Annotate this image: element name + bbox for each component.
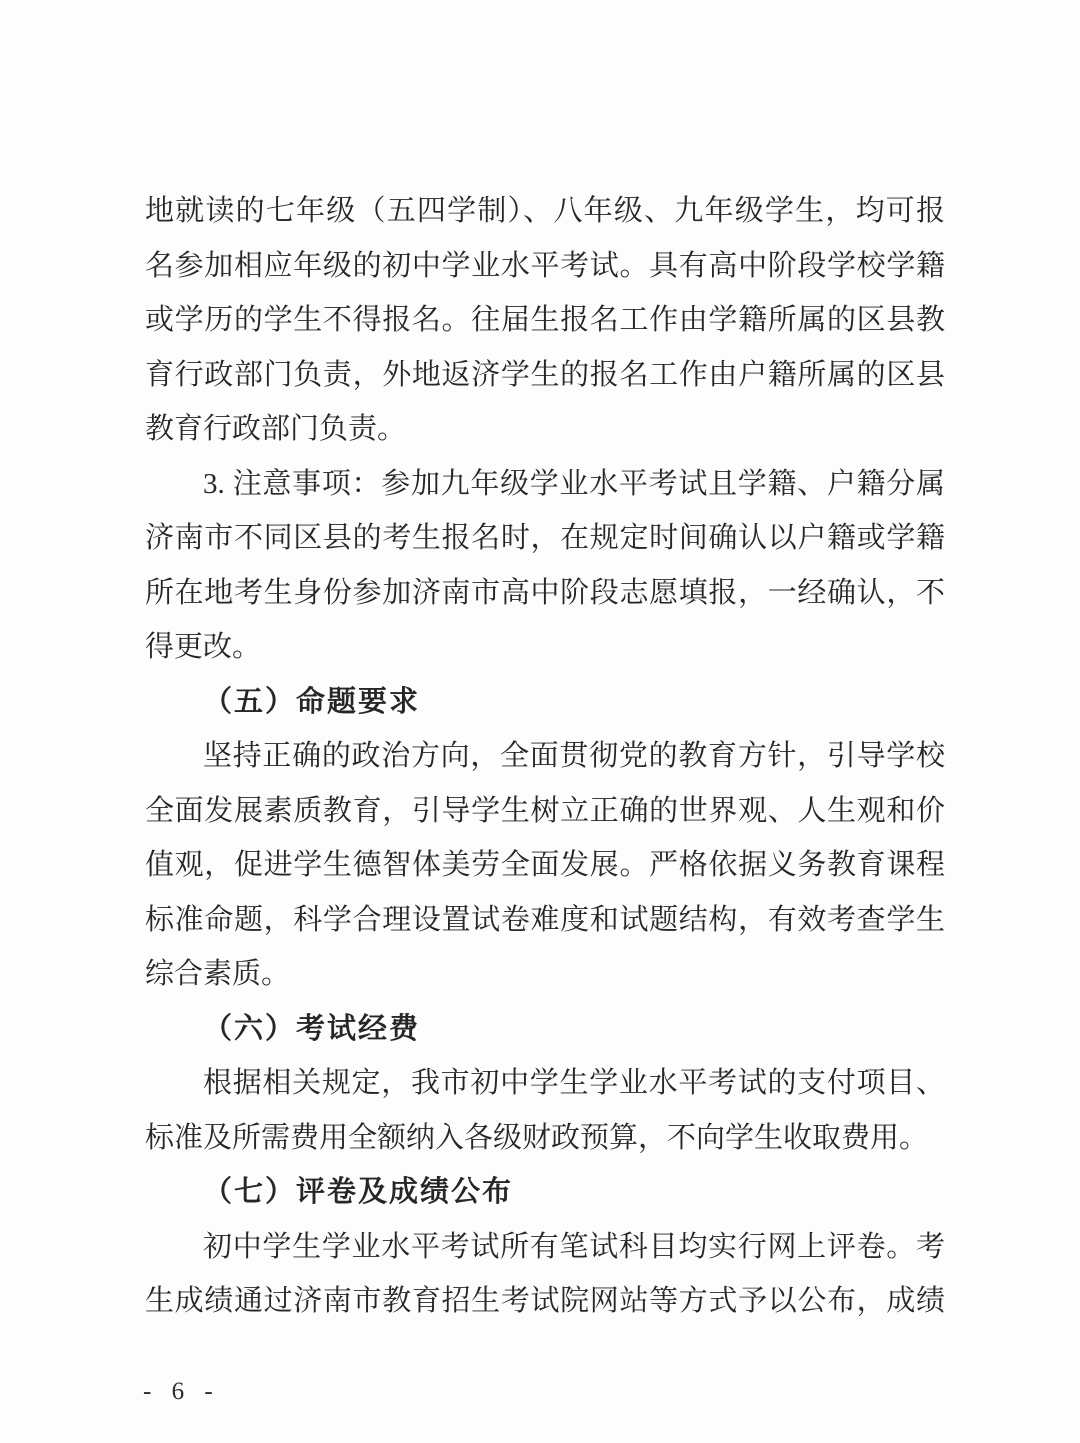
text-line: 标准命题，科学合理设置试卷难度和试题结构，有效考查学生 <box>145 903 945 936</box>
text-line: 值观，促进学生德智体美劳全面发展。严格依据义务教育课程 <box>145 849 945 881</box>
text-line: 根据相关规定，我市初中学生学业水平考试的支付项目、 <box>203 1067 945 1099</box>
text-line: 初中学生学业水平考试所有笔试科目均实行网上评卷。考 <box>203 1230 945 1263</box>
text-line: 3. 注意事项：参加九年级学业水平考试且学籍、户籍分属 <box>203 467 945 500</box>
text-line: 教育行政部门负责。 <box>145 413 407 445</box>
section-heading-6: （六）考试经费 <box>203 1012 421 1045</box>
text-line: 名参加相应年级的初中学业水平考试。具有高中阶段学校学籍 <box>145 249 945 282</box>
text-line: 济南市不同区县的考生报名时，在规定时间确认以户籍或学籍 <box>145 522 945 554</box>
text-line: 全面发展素质教育，引导学生树立正确的世界观、人生观和价 <box>145 794 945 827</box>
text-line: 或学历的学生不得报名。往届生报名工作由学籍所属的区县教 <box>145 304 945 336</box>
document-text <box>145 184 945 1329</box>
text-line: 地就读的七年级（五四学制）、八年级、九年级学生，均可报 <box>145 195 945 227</box>
section-heading-7: （七）评卷及成绩公布 <box>203 1176 514 1208</box>
section-heading-5: （五）命题要求 <box>203 685 421 718</box>
text-line: 所在地考生身份参加济南市高中阶段志愿填报，一经确认，不 <box>145 576 945 609</box>
text-line: 得更改。 <box>145 631 262 663</box>
text-line: 生成绩通过济南市教育招生考试院网站等方式予以公布，成绩 <box>145 1285 945 1317</box>
text-line: 坚持正确的政治方向，全面贯彻党的教育方针，引导学校 <box>203 740 945 772</box>
text-line: 育行政部门负责，外地返济学生的报名工作由户籍所属的区县 <box>145 358 945 391</box>
text-line: 标准及所需费用全额纳入各级财政预算，不向学生收取费用。 <box>145 1121 929 1154</box>
page-number: - 6 - <box>143 1378 220 1405</box>
text-line: 综合素质。 <box>145 958 291 990</box>
